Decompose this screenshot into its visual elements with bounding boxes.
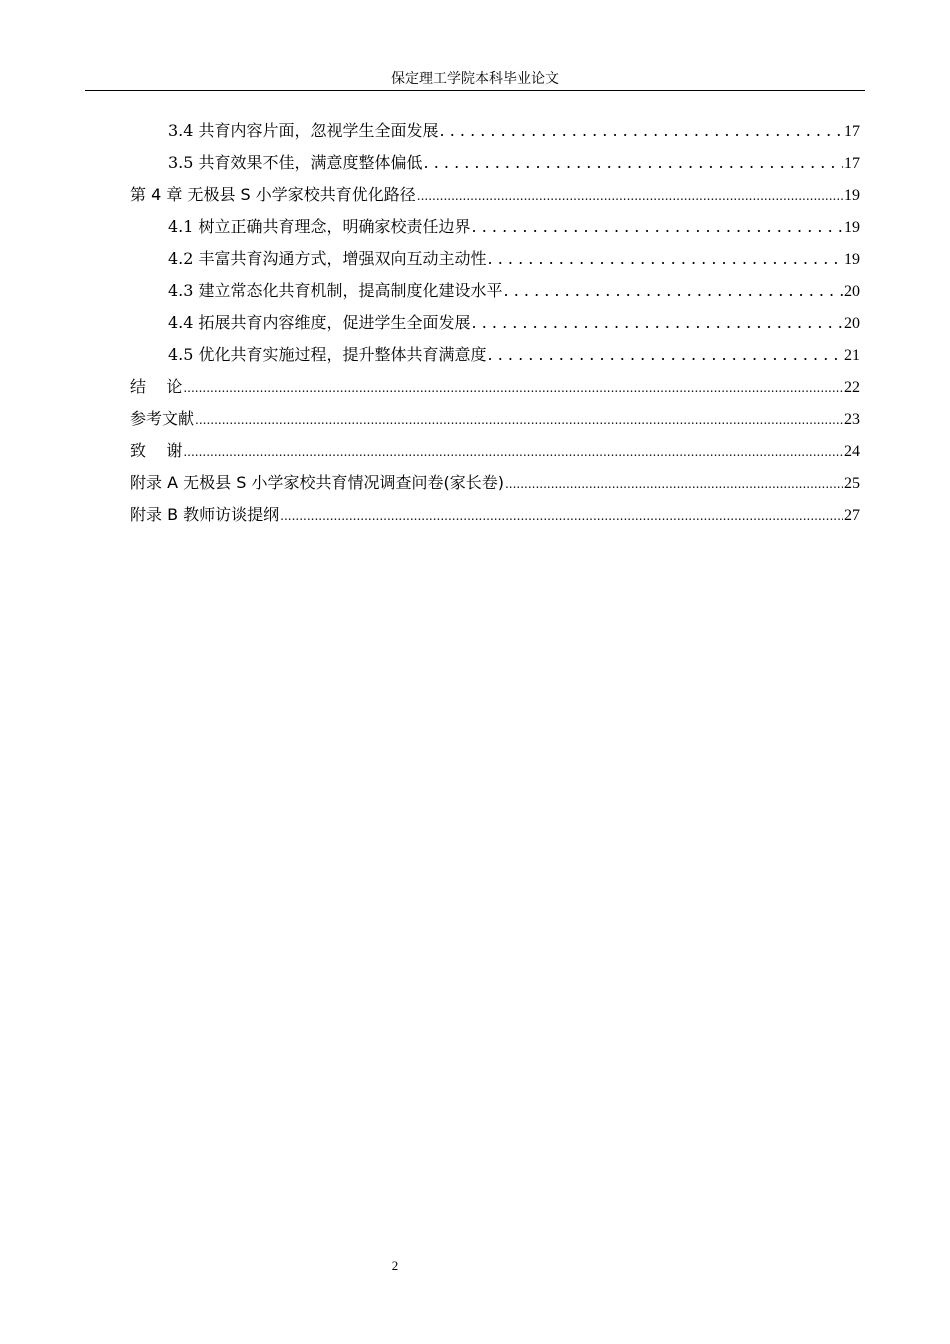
toc-page-number: 20 — [844, 283, 860, 300]
toc-page-number: 19 — [844, 251, 860, 268]
toc-dot-leader — [195, 403, 843, 436]
toc-entry-label: 4.5 优化共育实施过程，提升整体共育满意度 — [168, 345, 487, 364]
toc-dot-leader — [183, 371, 843, 404]
toc-entry-3-5[interactable] — [130, 147, 860, 179]
page-number: 2 — [391, 1258, 399, 1273]
toc-page-number: 17 — [844, 123, 860, 140]
toc-dot-leader — [504, 275, 843, 307]
toc-entry-label: 第 4 章 无极县 S 小学家校共育优化路径 — [130, 185, 416, 204]
toc-entry-4-3[interactable] — [130, 275, 860, 307]
toc-dot-leader — [440, 115, 843, 147]
toc-entry-acknowledgements[interactable] — [130, 435, 860, 467]
page-header: 保定理工学院本科毕业论文 — [85, 68, 865, 91]
toc-entry-4-4[interactable] — [130, 307, 860, 339]
toc-entry-label: 3.4 共育内容片面，忽视学生全面发展 — [168, 121, 439, 140]
toc-entry-appendix-b[interactable] — [130, 499, 860, 531]
toc-entry-label: 附录 A 无极县 S 小学家校共育情况调查问卷(家长卷) — [130, 473, 504, 492]
toc-entry-label: 致 谢 — [130, 441, 183, 460]
toc-page-number: 19 — [844, 219, 860, 236]
toc-entry-chapter-4[interactable] — [130, 179, 860, 211]
toc-entry-4-1[interactable] — [130, 211, 860, 243]
toc-entry-label: 4.2 丰富共育沟通方式，增强双向互动主动性 — [168, 249, 487, 268]
toc-page-number: 22 — [844, 379, 860, 396]
toc-page-number: 23 — [844, 411, 860, 428]
toc-entry-label: 4.4 拓展共育内容维度，促进学生全面发展 — [168, 313, 471, 332]
toc-page-number: 24 — [844, 443, 860, 460]
toc-dot-leader — [280, 499, 843, 532]
toc-entry-label: 结 论 — [130, 377, 183, 396]
toc-entry-label: 4.3 建立常态化共育机制，提高制度化建设水平 — [168, 281, 503, 300]
toc-entry-3-4[interactable] — [130, 115, 860, 147]
toc-dot-leader — [505, 467, 843, 500]
toc-entry-references[interactable] — [130, 403, 860, 435]
toc-page-number: 17 — [844, 155, 860, 172]
toc-page-number: 21 — [844, 347, 860, 364]
toc-page-number: 19 — [844, 187, 860, 204]
toc-dot-leader — [472, 211, 843, 243]
toc-entry-label: 参考文献 — [130, 409, 195, 428]
toc-dot-leader — [183, 435, 843, 468]
toc-entry-label: 附录 B 教师访谈提纲 — [130, 505, 280, 524]
toc-entry-conclusion[interactable] — [130, 371, 860, 403]
table-of-contents — [130, 115, 860, 531]
toc-page-number: 20 — [844, 315, 860, 332]
toc-entry-4-2[interactable] — [130, 243, 860, 275]
toc-entry-label: 3.5 共育效果不佳，满意度整体偏低 — [168, 153, 423, 172]
toc-dot-leader — [488, 243, 843, 275]
toc-page-number: 27 — [844, 507, 860, 524]
toc-page-number: 25 — [844, 475, 860, 492]
toc-entry-appendix-a[interactable] — [130, 467, 860, 499]
toc-dot-leader — [488, 339, 843, 371]
toc-entry-label: 4.1 树立正确共育理念，明确家校责任边界 — [168, 217, 471, 236]
toc-dot-leader — [472, 307, 843, 339]
toc-entry-4-5[interactable] — [130, 339, 860, 371]
toc-dot-leader — [424, 147, 843, 179]
toc-dot-leader — [417, 179, 843, 212]
